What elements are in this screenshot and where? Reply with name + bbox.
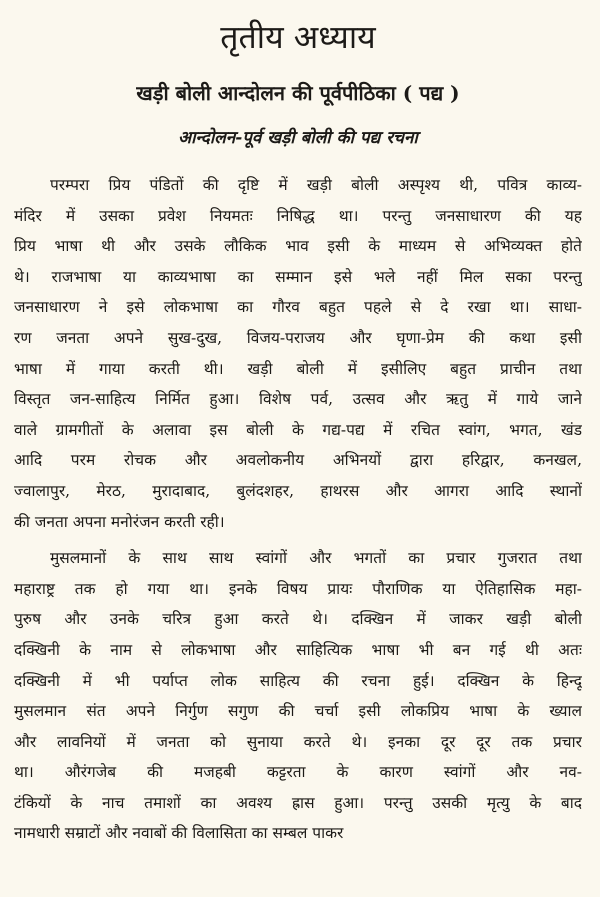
text-line: परम्परा प्रिय पंडितों की दृष्टि में खड़ी बोली अस्पृश्य थी, पवित्र काव्य- <box>50 176 582 194</box>
text-line: जनसाधारण ने इसे लोकभाषा का गौरव बहुत पहले से दे रखा था। साधा- <box>14 298 582 317</box>
text-line: ज्वालापुर, मेरठ, मुरादाबाद, बुलंदशहर, हाथरस और आगरा आदि स्थानों <box>14 481 582 500</box>
text-line: पुरुष और उनके चरित्र हुआ करते थे। दक्खिन में जाकर खड़ी बोली <box>14 610 582 629</box>
text-line: दक्खिनी के नाम से लोकभाषा और साहित्यिक भाषा भी बन गई थी अतः <box>14 640 582 659</box>
text-line: प्रिय भाषा थी और उसके लौकिक भाव इसी के माध्यम से अभिव्यक्त होते <box>14 237 582 256</box>
text-line: वाले ग्रामगीतों के अलावा इस बोली के गद्य-पद्य में रचित स्वांग, भगत, खंड <box>14 420 582 439</box>
text-line: दक्खिनी में भी पर्याप्त लोक साहित्य की रचना हुई। दक्खिन के हिन्दू <box>14 671 582 690</box>
text-line: टंकियों के नाच तमाशों का अवश्य ह्रास हुआ। परन्तु उसकी मृत्यु के बाद <box>14 793 582 812</box>
text-line: नामधारी सम्राटों और नवाबों की विलासिता का सम्बल पाकर <box>14 824 344 843</box>
text-line: मुसलमानों के साथ साथ स्वांगों और भगतों का प्रचार गुजरात तथा <box>50 549 582 568</box>
text-line: महाराष्ट्र तक हो गया था। इनके विषय प्रायः पौराणिक या ऐतिहासिक महा- <box>14 579 582 598</box>
text-line: की जनता अपना मनोरंजन करती रही। <box>14 512 225 531</box>
text-line: आदि परम रोचक और अवलोकनीय अभिनयों द्वारा हरिद्वार, कनखल, <box>14 451 582 470</box>
paragraph-1 <box>14 170 582 537</box>
text-line: और लावनियों में जनता को सुनाया करते थे। इनका दूर दूर तक प्रचार <box>14 732 582 751</box>
text-line: थे। राजभाषा या काव्यभाषा का सम्मान इसे भले नहीं मिल सका परन्तु <box>14 267 582 286</box>
chapter-title: तृतीय अध्याय <box>220 18 376 56</box>
text-line: मुसलमान संत अपने निर्गुण सगुण की चर्चा इसी लोकप्रिय भाषा के ख्याल <box>14 702 582 721</box>
text-line: विस्तृत जन-साहित्य निर्मित हुआ। विशेष पर्व, उत्सव और ऋतु में गाये जाने <box>14 390 582 409</box>
section-subtitle: आन्दोलन-पूर्व खड़ी बोली की पद्य रचना <box>178 128 418 148</box>
paragraph-2 <box>14 543 582 849</box>
text-line: मंदिर में उसका प्रवेश नियमतः निषिद्ध था। परन्तु जनसाधारण की यह <box>14 206 582 225</box>
text-line: था। औरंगजेब की मजहबी कट्टरता के कारण स्वांगों और नव- <box>14 763 582 782</box>
text-line: भाषा में गाया करती थी। खड़ी बोली में इसीलिए बहुत प्राचीन तथा <box>14 359 582 378</box>
section-title: खड़ी बोली आन्दोलन की पूर्वपीठिका ( पद्य ) <box>136 81 460 105</box>
text-line: रण जनता अपने सुख-दुख, विजय-पराजय और घृणा-प्रेम की कथा इसी <box>14 328 582 347</box>
